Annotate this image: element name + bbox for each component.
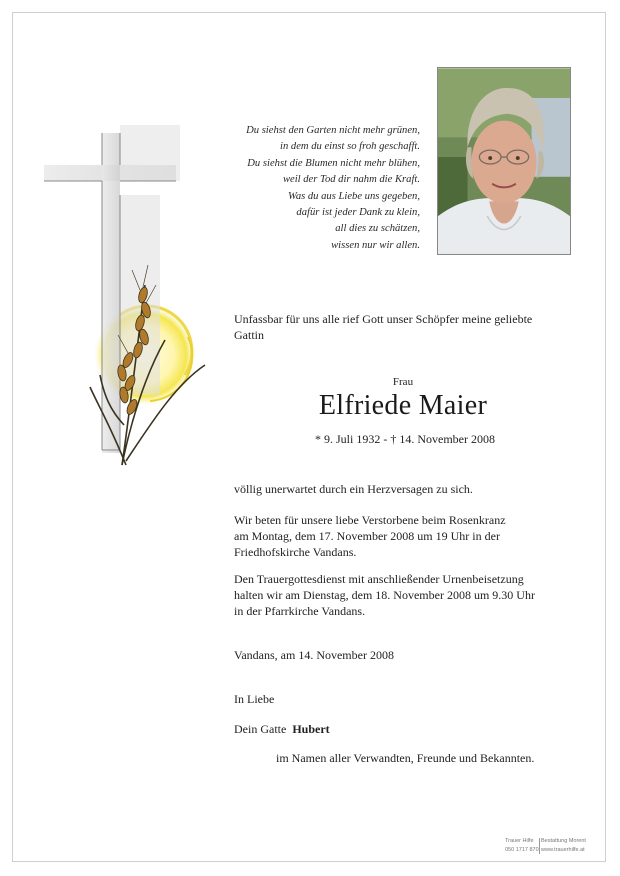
spouse-line <box>234 721 330 737</box>
funeral-paragraph <box>234 571 594 619</box>
intro-line: Gattin <box>234 328 264 342</box>
poem-line: Du siehst den Garten nicht mehr grünen, <box>246 125 420 136</box>
in-love: In Liebe <box>234 692 275 706</box>
poem-line: wissen nur wir allen. <box>331 239 420 251</box>
deceased-name: Elfriede Maier <box>318 390 488 421</box>
poem-line: Was du aus Liebe uns gegeben, <box>287 190 420 202</box>
life-dates: * 9. Juli 1932 - † 14. November 2008 <box>315 432 495 446</box>
poem-line: Du siehst die Blumen nicht mehr blühen, <box>247 157 420 169</box>
text-line: halten wir am Dienstag, dem 18. November 2008 um 9.30 Uhr <box>234 588 535 602</box>
place-date: Vandans, am 14. November 2008 <box>234 648 394 662</box>
portrait-photo <box>437 67 571 255</box>
poem-line: all dies zu schätzen, <box>335 223 420 235</box>
logo-divider <box>539 838 540 854</box>
text-line: in der Pfarrkirche Vandans. <box>234 604 366 618</box>
logo-text: 050 1717 870 <box>505 847 539 853</box>
logo-text: Trauer Hilfe <box>505 838 534 844</box>
logo-text: www.trauerhilfe.at <box>541 847 585 853</box>
salutation: Frau <box>392 376 414 388</box>
spouse-name: Hubert <box>292 722 330 736</box>
poem-line: weil der Tod dir nahm die Kraft. <box>282 174 420 186</box>
text-line: Friedhofskirche Vandans. <box>234 545 357 559</box>
text-line: Den Trauergottesdienst mit anschließender Urnenbeisetzung <box>234 572 524 586</box>
cause-paragraph <box>234 481 594 497</box>
intro-line: Unfassbar für uns alle rief Gott unser Schöpfer meine geliebte <box>234 312 533 326</box>
logo-text: Bestattung Morent <box>541 838 586 844</box>
poem-line: dafür ist jeder Dank zu klein, <box>296 207 420 219</box>
funeral-home-logo <box>505 838 597 856</box>
relatives-line: im Namen aller Verwandten, Freunde und Bekannten. <box>276 751 535 765</box>
poem-line: in dem du einst so froh geschafft. <box>280 141 420 153</box>
text-line: am Montag, dem 17. November 2008 um 19 Uhr in der <box>234 529 500 543</box>
intro-text <box>234 311 574 343</box>
rosary-paragraph <box>234 512 594 560</box>
text-line: völlig unerwartet durch ein Herzversagen zu sich. <box>234 482 473 496</box>
poem <box>200 123 420 254</box>
spouse-prefix: Dein Gatte <box>234 722 287 736</box>
text-line: Wir beten für unsere liebe Verstorbene beim Rosenkranz <box>234 513 506 527</box>
